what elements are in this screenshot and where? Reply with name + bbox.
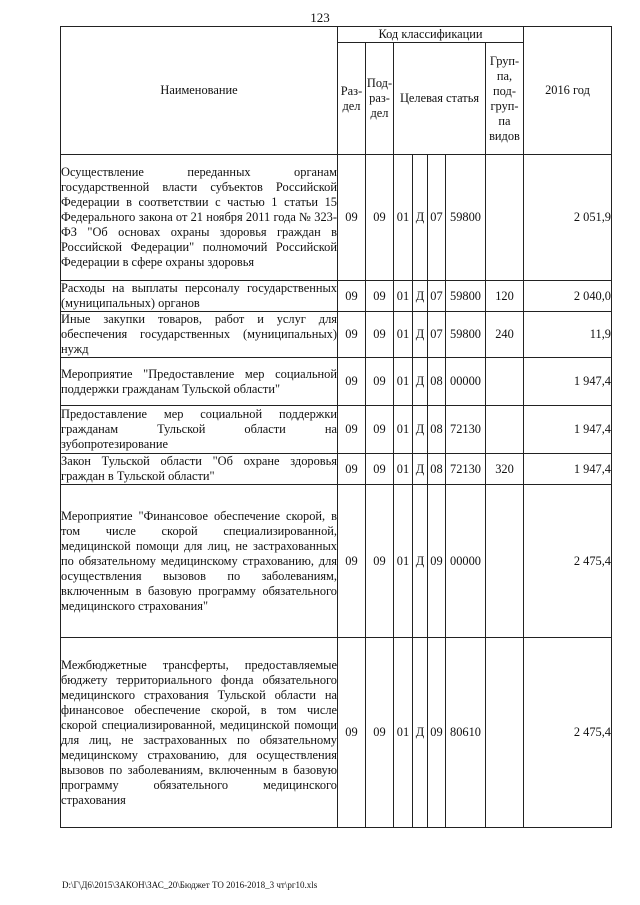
- table-row: [61, 281, 612, 312]
- cell-target-subprogram: Д: [413, 312, 428, 358]
- cell-target-subprogram: Д: [413, 155, 428, 281]
- table-row: [61, 406, 612, 454]
- header-razdel: Раз- дел: [338, 43, 366, 155]
- cell-vid: 120: [486, 281, 524, 312]
- header-name: Наименование: [61, 27, 338, 155]
- cell-podrazdel: 09: [366, 358, 394, 406]
- header-code-group: Код классификации: [338, 27, 524, 43]
- row-name: Межбюджетные трансферты, предоставляемые бюджету территориального фонда обязательного медицинского страхования Тульской области на финансовое обеспечение скорой, в том числе скорой специализированной, медицинской помощи для лиц, не застрахованных по обязательному медицинскому страхованию, для осуществления вызовов по заболеваниям, включенным в базовую программу обязательного медицинского страхования: [61, 638, 338, 828]
- cell-target-program: 01: [394, 281, 413, 312]
- cell-target-event: 09: [428, 638, 446, 828]
- cell-amount: 11,9: [524, 312, 612, 358]
- cell-podrazdel: 09: [366, 155, 394, 281]
- cell-target-event: 08: [428, 454, 446, 485]
- cell-target-direction: 00000: [446, 358, 486, 406]
- cell-vid: 240: [486, 312, 524, 358]
- table-row: [61, 155, 612, 281]
- cell-podrazdel: 09: [366, 312, 394, 358]
- cell-target-direction: 72130: [446, 454, 486, 485]
- cell-vid: [486, 638, 524, 828]
- header-vid-group: Груп- па, под- груп- па видов: [486, 43, 524, 155]
- cell-amount: 1 947,4: [524, 358, 612, 406]
- cell-target-subprogram: Д: [413, 638, 428, 828]
- cell-target-subprogram: Д: [413, 406, 428, 454]
- cell-target-program: 01: [394, 454, 413, 485]
- cell-podrazdel: 09: [366, 406, 394, 454]
- header-podrazdel: Под- раз- дел: [366, 43, 394, 155]
- cell-target-subprogram: Д: [413, 485, 428, 638]
- cell-target-program: 01: [394, 155, 413, 281]
- cell-target-event: 08: [428, 406, 446, 454]
- row-name: Иные закупки товаров, работ и услуг для обеспечения государственных (муниципальных) нужд: [61, 312, 337, 356]
- cell-target-subprogram: Д: [413, 358, 428, 406]
- cell-vid: [486, 406, 524, 454]
- header-year: 2016 год: [524, 27, 612, 155]
- cell-target-direction: 80610: [446, 638, 486, 828]
- row-name: Предоставление мер социальной поддержки гражданам Тульской области на зубопротезирование: [61, 406, 338, 454]
- cell-podrazdel: 09: [366, 638, 394, 828]
- cell-amount: 2 040,0: [524, 281, 612, 312]
- row-name: Осуществление переданных органам государственной власти субъектов Российской Федерации в соответствии с частью 1 статьи 15 Федерального закона от 21 ноября 2011 года № 323-ФЗ "Об основах охраны здоровья граждан в Российской Федерации" полномочий Российской Федерации в сфере охраны здоровья: [61, 155, 338, 281]
- cell-podrazdel: 09: [366, 485, 394, 638]
- cell-vid: [486, 485, 524, 638]
- table-row: [61, 312, 612, 358]
- cell-target-direction: 72130: [446, 406, 486, 454]
- row-name: Закон Тульской области "Об охране здоровья граждан в Тульской области": [61, 454, 337, 483]
- cell-target-direction: 59800: [446, 155, 486, 281]
- page-number: 123: [310, 10, 330, 25]
- cell-razdel: 09: [338, 454, 366, 485]
- budget-table: [60, 26, 612, 828]
- cell-target-program: 01: [394, 638, 413, 828]
- cell-razdel: 09: [338, 312, 366, 358]
- cell-razdel: 09: [338, 358, 366, 406]
- cell-amount: 1 947,4: [524, 406, 612, 454]
- table-row: [61, 454, 612, 485]
- file-path-footer: D:\Г\Д6\2015\ЗАКОН\ЗАС_20\Бюджет ТО 2016-2018_3 чт\рг10.xls: [62, 880, 318, 890]
- table-row: [61, 638, 612, 828]
- cell-target-event: 07: [428, 312, 446, 358]
- cell-target-event: 08: [428, 358, 446, 406]
- table-row: [61, 485, 612, 638]
- cell-target-program: 01: [394, 485, 413, 638]
- cell-target-direction: 59800: [446, 281, 486, 312]
- cell-amount: 1 947,4: [524, 454, 612, 485]
- cell-vid: [486, 358, 524, 406]
- table-row: [61, 358, 612, 406]
- cell-razdel: 09: [338, 281, 366, 312]
- cell-target-event: 07: [428, 155, 446, 281]
- row-name: Расходы на выплаты персоналу государственных (муниципальных) органов: [61, 281, 337, 310]
- cell-razdel: 09: [338, 638, 366, 828]
- row-name: Мероприятие "Предоставление мер социальной поддержки гражданам Тульской области": [61, 358, 338, 406]
- cell-target-event: 09: [428, 485, 446, 638]
- cell-amount: 2 475,4: [524, 485, 612, 638]
- row-name: Мероприятие "Финансовое обеспечение скорой, в том числе скорой специализированной, медицинской помощи для лиц, не застрахованных по обязательному медицинскому страхованию, для осуществления вызовов по заболеваниям, включенным в базовую программу обязательного медицинского страхования": [61, 485, 338, 638]
- cell-target-direction: 00000: [446, 485, 486, 638]
- cell-razdel: 09: [338, 485, 366, 638]
- cell-target-subprogram: Д: [413, 281, 428, 312]
- cell-target-subprogram: Д: [413, 454, 428, 485]
- cell-vid: [486, 155, 524, 281]
- cell-amount: 2 051,9: [524, 155, 612, 281]
- cell-razdel: 09: [338, 155, 366, 281]
- cell-target-event: 07: [428, 281, 446, 312]
- cell-vid: 320: [486, 454, 524, 485]
- cell-amount: 2 475,4: [524, 638, 612, 828]
- header-target-article: Целевая статья: [394, 43, 486, 155]
- cell-razdel: 09: [338, 406, 366, 454]
- cell-target-program: 01: [394, 406, 413, 454]
- cell-target-direction: 59800: [446, 312, 486, 358]
- cell-podrazdel: 09: [366, 454, 394, 485]
- header-row-top: [61, 27, 612, 43]
- cell-target-program: 01: [394, 358, 413, 406]
- cell-podrazdel: 09: [366, 281, 394, 312]
- cell-target-program: 01: [394, 312, 413, 358]
